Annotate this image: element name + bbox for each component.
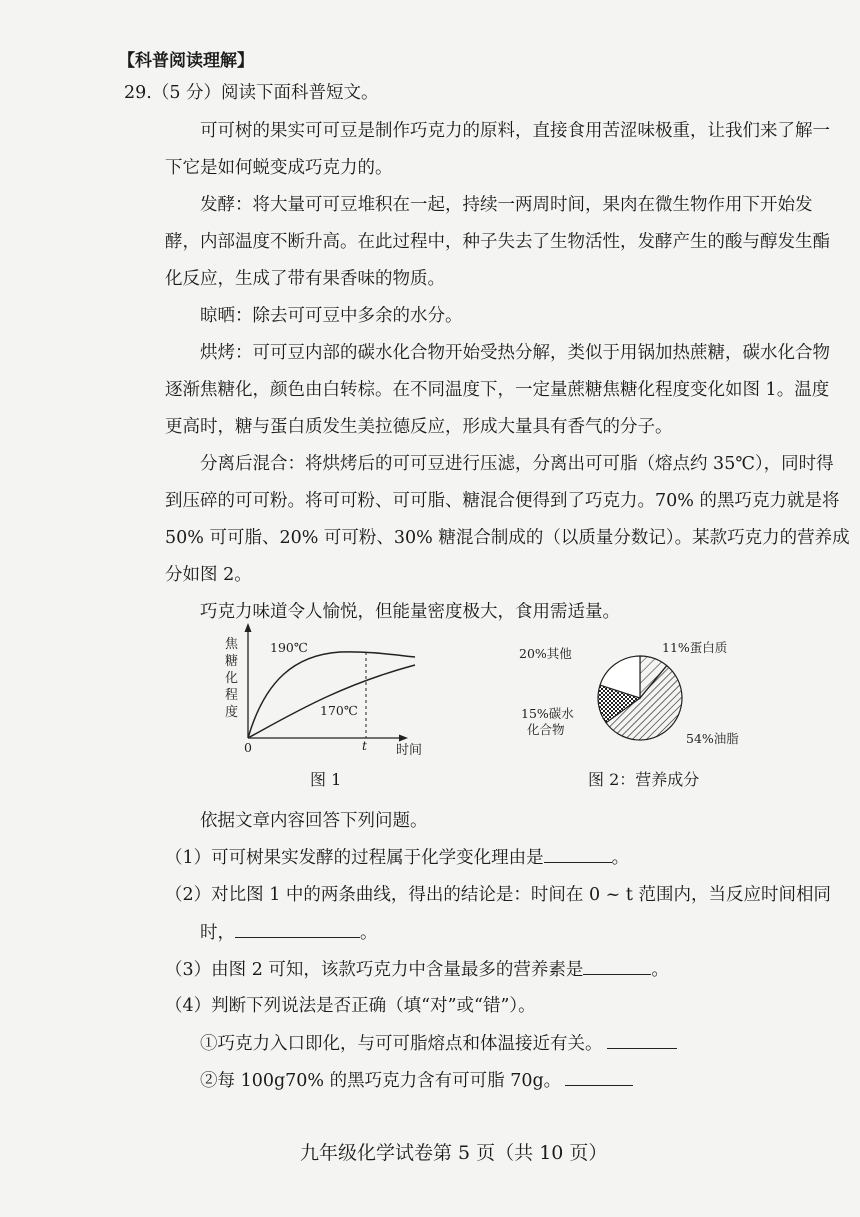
label-190: 190℃ [270,640,308,655]
paragraph-line: 逐渐焦糖化，颜色由白转棕。在不同温度下，一定量蔗糖焦糖化程度变化如图 1。温度 [165,380,830,400]
answer-blank-2[interactable] [235,921,360,938]
answer-blank-1[interactable] [544,846,612,863]
answer-blank-4-1[interactable] [607,1032,677,1049]
y-axis-arrow [245,623,252,632]
y-axis-label [225,637,239,720]
paragraph-line: 50% 可可脂、20% 可可粉、30% 糖混合制成的（以质量分数记）。某款巧克力的营养成 [165,528,850,548]
t-label: t [362,738,368,753]
slice-label-other: 20%其他 [519,646,572,661]
curve-170 [248,665,415,738]
slice-label-carb-2: 化合物 [527,722,565,737]
subquestion-3-text: （3）由图 2 可知，该款巧克力中含量最多的营养素是 [165,960,584,980]
figure1-caption: 图 1 [310,770,342,789]
caramelization-chart [210,620,440,760]
subquestion-2-cont [200,921,378,944]
slice-label-carb: 15%碳水 [521,706,574,721]
slice-label-fat: 54%油脂 [686,731,739,746]
figure2-caption: 图 2：营养成分 [588,770,700,789]
paragraph-line: 到压碎的可可粉。将可可粉、可可脂、糖混合便得到了巧克力。70% 的黑巧克力就是将 [165,491,840,511]
subquestion-1-end: 。 [611,848,630,868]
paragraph-line: 晾晒：除去可可豆中多余的水分。 [200,306,463,326]
paragraph-line: 可可树的果实可可豆是制作巧克力的原料，直接食用苦涩味极重，让我们来了解一 [200,121,830,141]
subquestion-2-end: 。 [360,923,378,943]
subquestion-3-end: 。 [651,960,669,980]
subquestion-4-2 [200,1069,633,1092]
origin-label: 0 [244,740,252,755]
y-axis-label-char: 度 [225,705,239,720]
questions-intro: 依据文章内容回答下列问题。 [200,811,428,831]
paragraph-line: 更高时，糖与蛋白质发生美拉德反应，形成大量具有香气的分子。 [165,417,673,437]
y-axis-label-char: 糖 [225,654,239,669]
subquestion-4-1 [200,1032,677,1055]
subquestion-1-text: （1）可可树果实发酵的过程属于化学变化理由是 [165,848,544,868]
y-axis-label-char: 程 [225,688,239,703]
paragraph-line: 烘烤：可可豆内部的碳水化合物开始受热分解，类似于用锅加热蔗糖，碳水化合物 [200,343,830,363]
y-axis-label-char: 化 [225,671,239,686]
x-axis-label: 时间 [396,743,423,758]
paragraph-line: 发酵：将大量可可豆堆积在一起，持续一两周时间，果肉在微生物作用下开始发 [200,195,813,215]
x-axis-arrow [399,735,408,742]
section-title: 【科普阅读理解】 [118,51,254,71]
subquestion-4-2-text: ②每 100g70% 的黑巧克力含有可可脂 70g。 [200,1071,562,1091]
subquestion-3 [165,958,669,981]
paragraph-line: 巧克力味道令人愉悦，但能量密度极大，食用需适量。 [200,602,620,622]
paragraph-line: 分如图 2。 [165,565,252,585]
pie-slices [598,656,682,740]
paragraph-line: 化反应，生成了带有果香味的物质。 [165,269,445,289]
subquestion-4: （4）判断下列说法是否正确（填“对”或“错”）。 [165,996,536,1016]
paragraph-line: 下它是如何蜕变成巧克力的。 [165,158,393,178]
slice-label-protein: 11%蛋白质 [662,640,728,655]
y-axis-label-char: 焦 [225,637,239,652]
answer-blank-4-2[interactable] [565,1069,633,1086]
nutrition-pie-chart [515,630,775,760]
question-header: 29.（5 分）阅读下面科普短文。 [124,83,379,103]
paragraph-line: 酵，内部温度不断升高。在此过程中，种子失去了生物活性，发酵产生的酸与醇发生酯 [165,232,830,252]
subquestion-2-cont-text: 时， [200,923,235,943]
subquestion-1 [165,846,629,869]
page-footer: 九年级化学试卷第 5 页（共 10 页） [300,1142,608,1164]
answer-blank-3[interactable] [583,958,651,975]
label-170: 170℃ [320,703,358,718]
subquestion-4-1-text: ①巧克力入口即化，与可可脂熔点和体温接近有关。 [200,1034,603,1054]
paragraph-line: 分离后混合：将烘烤后的可可豆进行压滤，分离出可可脂（熔点约 35℃），同时得 [200,454,834,474]
subquestion-2: （2）对比图 1 中的两条曲线，得出的结论是：时间在 0 ~ t 范围内，当反应时间相同 [165,885,831,905]
